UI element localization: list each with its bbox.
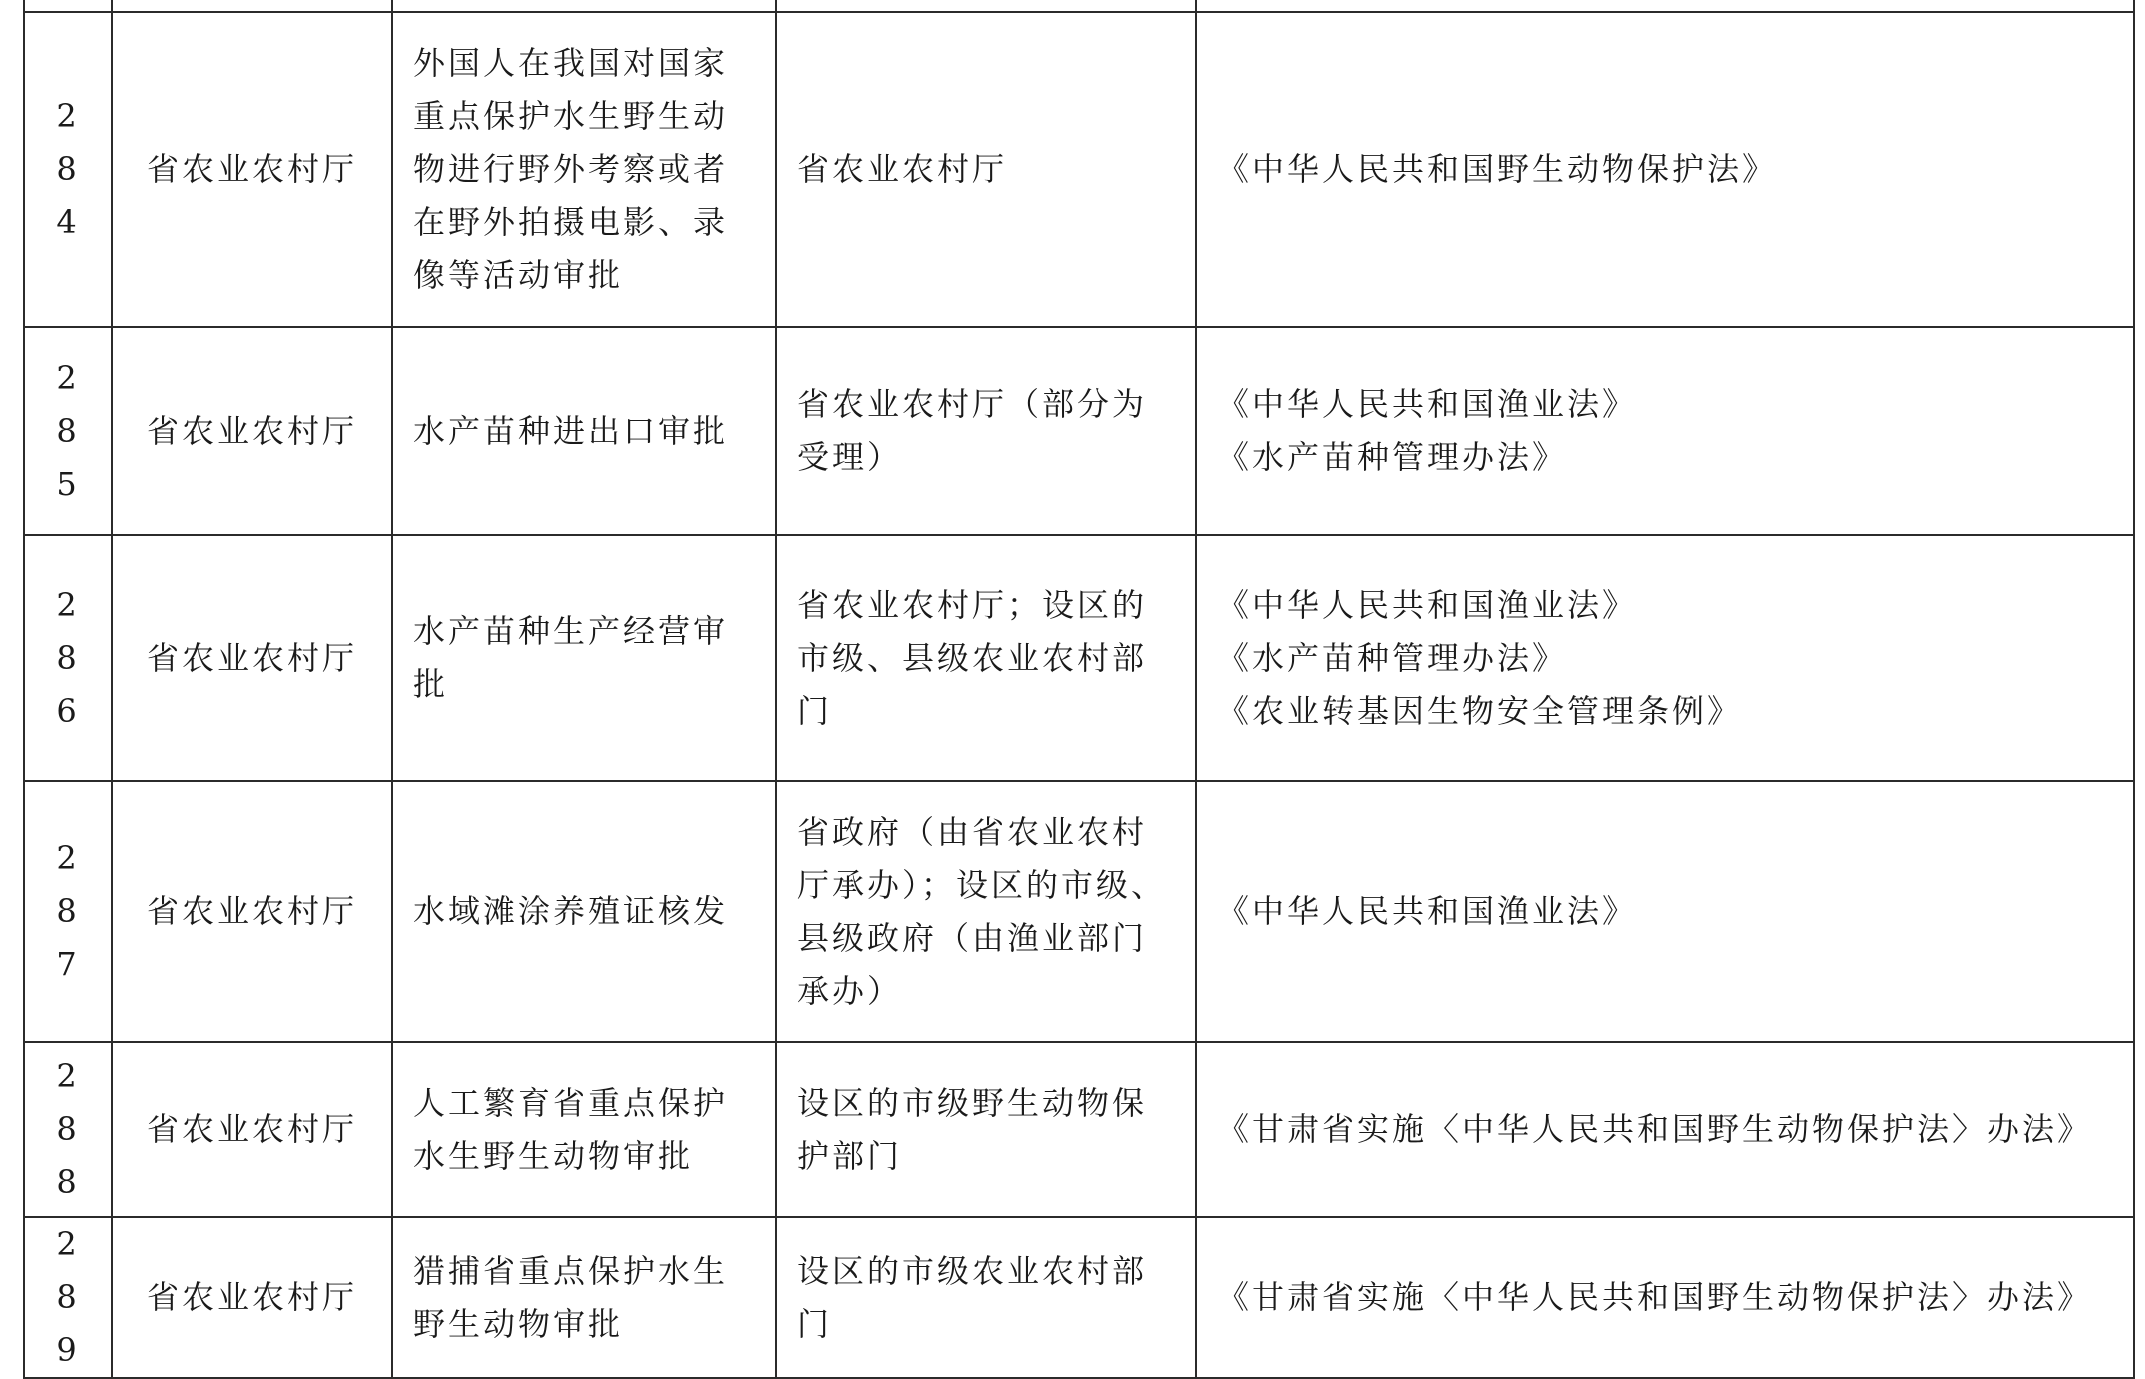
- department-cell: 省农业农村厅: [112, 535, 392, 781]
- approval-items-table: [23, 0, 2135, 1379]
- legal-basis-line: 《中华人民共和国野生动物保护法》: [1217, 150, 1778, 188]
- legal-basis-line: 《中华人民共和国渔业法》: [1217, 385, 1638, 423]
- department-cell: 省农业农村厅: [112, 327, 392, 535]
- row-number: [24, 0, 112, 12]
- item-name-cell: 水产苗种进出口审批: [392, 327, 776, 535]
- authority-cell: 设区的市级农业农村部门: [776, 1217, 1196, 1378]
- authority-cell: [776, 0, 1196, 12]
- item-name-cell: 外国人在我国对国家重点保护水生野生动物进行野外考察或者在野外拍摄电影、录像等活动审批: [392, 12, 776, 327]
- legal-basis-cell: [1196, 327, 2134, 535]
- legal-basis-line: 《甘肃省实施〈中华人民共和国野生动物保护法〉办法》: [1217, 1110, 2093, 1148]
- table-row: [24, 535, 2134, 781]
- table-row: [24, 327, 2134, 535]
- legal-basis-cell: [1196, 1217, 2134, 1378]
- item-name-cell: 水域滩涂养殖证核发: [392, 781, 776, 1042]
- row-number: 285: [24, 327, 112, 535]
- department-cell: 省农业农村厅: [112, 781, 392, 1042]
- row-number: 284: [24, 12, 112, 327]
- legal-basis-cell: [1196, 535, 2134, 781]
- authority-cell: 省农业农村厅: [776, 12, 1196, 327]
- department-cell: 省农业农村厅: [112, 12, 392, 327]
- legal-basis-line: 《水产苗种管理办法》: [1217, 638, 1568, 677]
- legal-basis-line: 《甘肃省实施〈中华人民共和国野生动物保护法〉办法》: [1217, 1278, 2093, 1316]
- department-cell: 省农业农村厅: [112, 1042, 392, 1217]
- legal-basis-line: 《中华人民共和国渔业法》: [1217, 892, 1638, 930]
- item-name-cell: 水产苗种生产经营审批: [392, 535, 776, 781]
- table-row: [24, 1042, 2134, 1217]
- row-number: 287: [24, 781, 112, 1042]
- authority-cell: 设区的市级野生动物保护部门: [776, 1042, 1196, 1217]
- legal-basis-cell: [1196, 0, 2134, 12]
- item-name-cell: 猎捕省重点保护水生野生动物审批: [392, 1217, 776, 1378]
- item-name-cell: 人工繁育省重点保护水生野生动物审批: [392, 1042, 776, 1217]
- row-number: 289: [24, 1217, 112, 1378]
- authority-cell: 省农业农村厅（部分为受理）: [776, 327, 1196, 535]
- legal-basis-cell: [1196, 12, 2134, 327]
- legal-basis-cell: [1196, 1042, 2134, 1217]
- row-number: 286: [24, 535, 112, 781]
- department-cell: 省农业农村厅: [112, 1217, 392, 1378]
- row-number: 288: [24, 1042, 112, 1217]
- legal-basis-line: 《农业转基因生物安全管理条例》: [1217, 691, 1743, 730]
- authority-cell: 省政府（由省农业农村厅承办）；设区的市级、县级政府（由渔业部门承办）: [776, 781, 1196, 1042]
- table-row: [24, 781, 2134, 1042]
- department-cell: [112, 0, 392, 12]
- legal-basis-line: 《水产苗种管理办法》: [1217, 438, 1568, 476]
- legal-basis-line: 《中华人民共和国渔业法》: [1217, 585, 1638, 624]
- legal-basis-cell: [1196, 781, 2134, 1042]
- table-row: [24, 12, 2134, 327]
- item-name-cell: [392, 0, 776, 12]
- table-row: [24, 1217, 2134, 1378]
- authority-cell: 省农业农村厅；设区的市级、县级农业农村部门: [776, 535, 1196, 781]
- table-row: [24, 0, 2134, 12]
